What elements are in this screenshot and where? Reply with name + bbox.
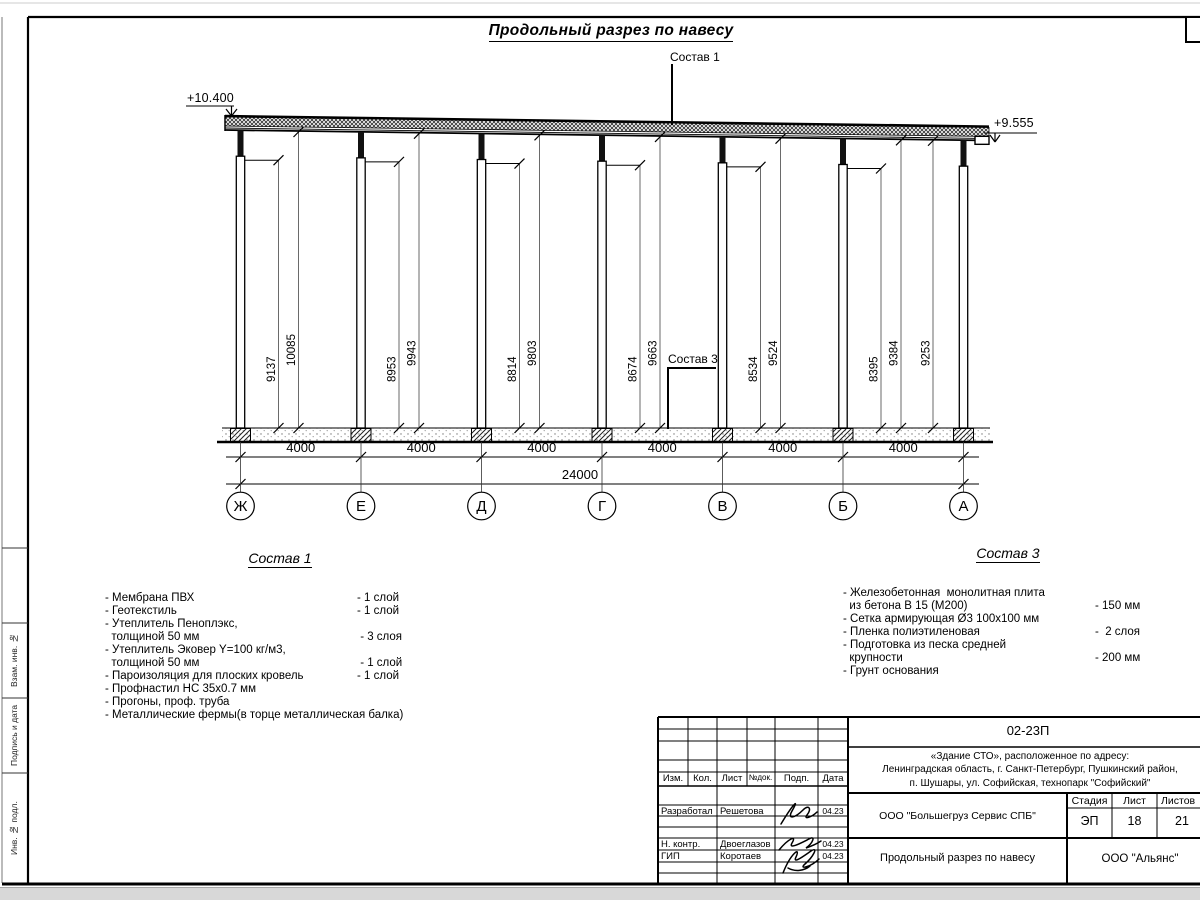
- material-qty: - 3 слоя: [357, 631, 403, 643]
- material-text: - Утеплитель Эковер Y=100 кг/м3,: [105, 644, 286, 656]
- stamp-staff-cell: Коротаев: [720, 851, 762, 862]
- stamp-staff-cell: ГИП: [661, 851, 680, 862]
- material-text: толщиной 50 мм: [105, 631, 200, 643]
- material-qty: [357, 683, 455, 696]
- svg-text:А: А: [958, 498, 969, 515]
- column: [959, 166, 967, 428]
- stamp-header-col: Подп.: [783, 773, 810, 784]
- callout-sostav1: Состав 1: [670, 50, 720, 64]
- footing: [713, 429, 733, 442]
- stamp-header-col: Изм.: [662, 773, 684, 784]
- section-title: Продольный разрез по навесу: [461, 22, 761, 40]
- svg-text:8814: 8814: [507, 356, 519, 382]
- material-text: - Прогоны, проф. труба: [105, 696, 230, 708]
- material-text: - Металлические фермы(в торце металлическая балка): [105, 709, 404, 721]
- material-text: - Утеплитель Пеноплэкс,: [105, 618, 238, 630]
- material-row: [105, 644, 455, 657]
- material-qty: [1095, 613, 1173, 626]
- material-text: - Геотекстиль: [105, 605, 177, 617]
- material-qty: [1095, 665, 1173, 678]
- sostav1-block: [105, 550, 455, 722]
- column: [718, 163, 726, 428]
- material-qty: [357, 644, 455, 657]
- material-qty: [357, 618, 455, 631]
- svg-text:4000: 4000: [888, 440, 918, 455]
- stamp-staff-cell: Разработал: [661, 806, 713, 817]
- sheet-label: Лист: [1123, 795, 1146, 807]
- longitudinal-section: [186, 64, 1037, 442]
- column: [236, 156, 244, 428]
- svg-text:4000: 4000: [647, 440, 677, 455]
- svg-text:24000: 24000: [561, 467, 599, 482]
- material-text: - Пароизоляция для плоских кровель: [105, 670, 304, 682]
- stage-value: ЭП: [1080, 814, 1099, 828]
- material-text: - Мембрана ПВХ: [105, 592, 195, 604]
- material-text: - Сетка армирующая Ø3 100х100 мм: [843, 613, 1040, 625]
- material-row: [843, 665, 1173, 678]
- svg-text:Б: Б: [838, 498, 848, 515]
- stamp-header-col: Лист: [721, 773, 743, 784]
- svg-text:9384: 9384: [888, 340, 901, 366]
- title-block-company: ООО "Большегруз Сервис СПБ": [879, 810, 1036, 822]
- material-text: - Грунт основания: [843, 665, 939, 677]
- material-text: - Профнастил НС 35х0.7 мм: [105, 683, 256, 695]
- column-top-node: [840, 139, 846, 165]
- sostav3-heading: Состав 3: [976, 545, 1040, 561]
- svg-text:9137: 9137: [266, 356, 278, 382]
- material-row: [105, 683, 455, 696]
- title-block-drawing-name: Продольный разрез по навесу: [880, 852, 1035, 864]
- svg-text:Д: Д: [476, 498, 487, 515]
- svg-text:8674: 8674: [627, 356, 640, 382]
- material-row: [105, 657, 455, 670]
- svg-text:8534: 8534: [748, 356, 760, 382]
- footing: [231, 429, 251, 442]
- svg-text:9663: 9663: [647, 340, 660, 366]
- column: [598, 161, 606, 428]
- footing: [833, 429, 853, 442]
- material-text: - Подготовка из песка средней: [843, 639, 1007, 651]
- material-qty: - 2 слоя: [1095, 626, 1141, 638]
- column-top-node: [238, 130, 244, 156]
- stamp-staff-cell: Н. контр.: [661, 839, 701, 850]
- svg-text:4000: 4000: [768, 440, 798, 455]
- footing: [351, 429, 371, 442]
- material-text: из бетона В 15 (М200): [843, 600, 968, 612]
- sostav1-heading: Состав 1: [248, 550, 312, 566]
- material-row: [105, 592, 455, 605]
- column-top-node: [479, 134, 485, 160]
- material-row: [843, 600, 1173, 613]
- material-row: [105, 709, 455, 722]
- svg-text:4000: 4000: [406, 440, 436, 455]
- material-row: [843, 626, 1173, 639]
- material-qty: - 1 слой: [357, 670, 400, 682]
- column-top-node: [720, 137, 726, 163]
- svg-text:8395: 8395: [868, 356, 881, 382]
- material-qty: - 200 мм: [1095, 652, 1141, 664]
- column: [477, 160, 485, 428]
- sheet-number: 18: [1127, 814, 1142, 828]
- material-qty: - 1 слой: [357, 592, 400, 604]
- material-row: [105, 670, 455, 683]
- column-top-node: [961, 140, 967, 166]
- material-qty: [1095, 587, 1173, 600]
- footing: [954, 429, 974, 442]
- material-qty: [357, 709, 455, 722]
- frame-strip-label: Взам. инв. №: [9, 633, 19, 688]
- svg-text:9943: 9943: [406, 340, 419, 366]
- column: [839, 165, 847, 428]
- stamp-staff-cell: Двоеглазов: [720, 839, 771, 850]
- material-text: толщиной 50 мм: [105, 657, 200, 669]
- sostav3-block: [843, 545, 1173, 678]
- stamp-staff-cell: 04.23: [822, 839, 844, 849]
- material-row: [105, 696, 455, 709]
- elevation-right: +9.555: [994, 116, 1034, 130]
- material-qty: - 150 мм: [1095, 600, 1141, 612]
- footing: [592, 429, 612, 442]
- title-block-org: ООО "Альянс": [1101, 853, 1179, 865]
- material-row: [105, 618, 455, 631]
- svg-text:8953: 8953: [386, 356, 399, 382]
- title-block-object: [850, 750, 1200, 790]
- stamp-staff-cell: 04.23: [822, 851, 844, 861]
- stamp-staff-cell: 04.23: [822, 806, 844, 816]
- stage-label: Стадия: [1071, 795, 1108, 807]
- frame-strip-label: Подпись и дата: [9, 704, 19, 767]
- elevation-left: +10.400: [187, 91, 234, 105]
- svg-text:Ж: Ж: [233, 498, 248, 515]
- stamp-header-col: Дата: [822, 773, 844, 784]
- object-address-line: «Здание СТО», расположенное по адресу:: [930, 751, 1130, 762]
- material-qty: - 1 слой: [357, 605, 400, 617]
- material-qty: [1095, 639, 1173, 652]
- material-text: крупности: [843, 652, 903, 664]
- material-row: [105, 605, 455, 618]
- material-row: [843, 639, 1173, 652]
- axis-bubbles: [227, 492, 978, 520]
- footing: [472, 429, 492, 442]
- sheets-total: 21: [1175, 814, 1189, 828]
- material-text: - Пленка полиэтиленовая: [843, 626, 980, 638]
- sheets-label: Листов: [1161, 795, 1196, 807]
- material-row: [843, 587, 1173, 600]
- object-address-line: п. Шушары, ул. Софийская, технопарк "Софийский": [909, 777, 1151, 789]
- svg-text:Е: Е: [355, 498, 367, 515]
- column-top-node: [599, 135, 605, 161]
- svg-text:Г: Г: [597, 498, 607, 515]
- material-row: [105, 631, 455, 644]
- svg-text:В: В: [717, 498, 728, 515]
- material-text: - Железобетонная монолитная плита: [843, 587, 1045, 599]
- material-row: [843, 613, 1173, 626]
- column: [357, 158, 365, 428]
- svg-text:9803: 9803: [527, 340, 539, 366]
- svg-text:9253: 9253: [920, 340, 933, 366]
- svg-text:9524: 9524: [768, 340, 780, 366]
- frame-strip-label: Инв. № подл.: [9, 801, 19, 855]
- sostav3-rows: [843, 587, 1173, 678]
- sostav1-rows: [105, 592, 455, 722]
- svg-text:4000: 4000: [286, 440, 316, 455]
- column-top-node: [358, 132, 364, 158]
- material-row: [843, 652, 1173, 665]
- material-qty: - 1 слой: [357, 657, 403, 669]
- svg-text:4000: 4000: [527, 440, 557, 455]
- callout-sostav3: Состав 3: [668, 352, 718, 366]
- stamp-header-col: №док.: [748, 773, 773, 782]
- stamp-header-col: Кол.: [693, 773, 712, 784]
- stamp-staff-cell: Решетова: [720, 806, 764, 817]
- window-bottom-strip: [0, 887, 1200, 900]
- object-address-line: Ленинградская область, г. Санкт-Петербург, Пушкинский район,: [882, 764, 1178, 776]
- title-block-code: 02-23П: [1006, 723, 1050, 738]
- svg-text:10085: 10085: [286, 334, 298, 366]
- material-qty: [357, 696, 455, 709]
